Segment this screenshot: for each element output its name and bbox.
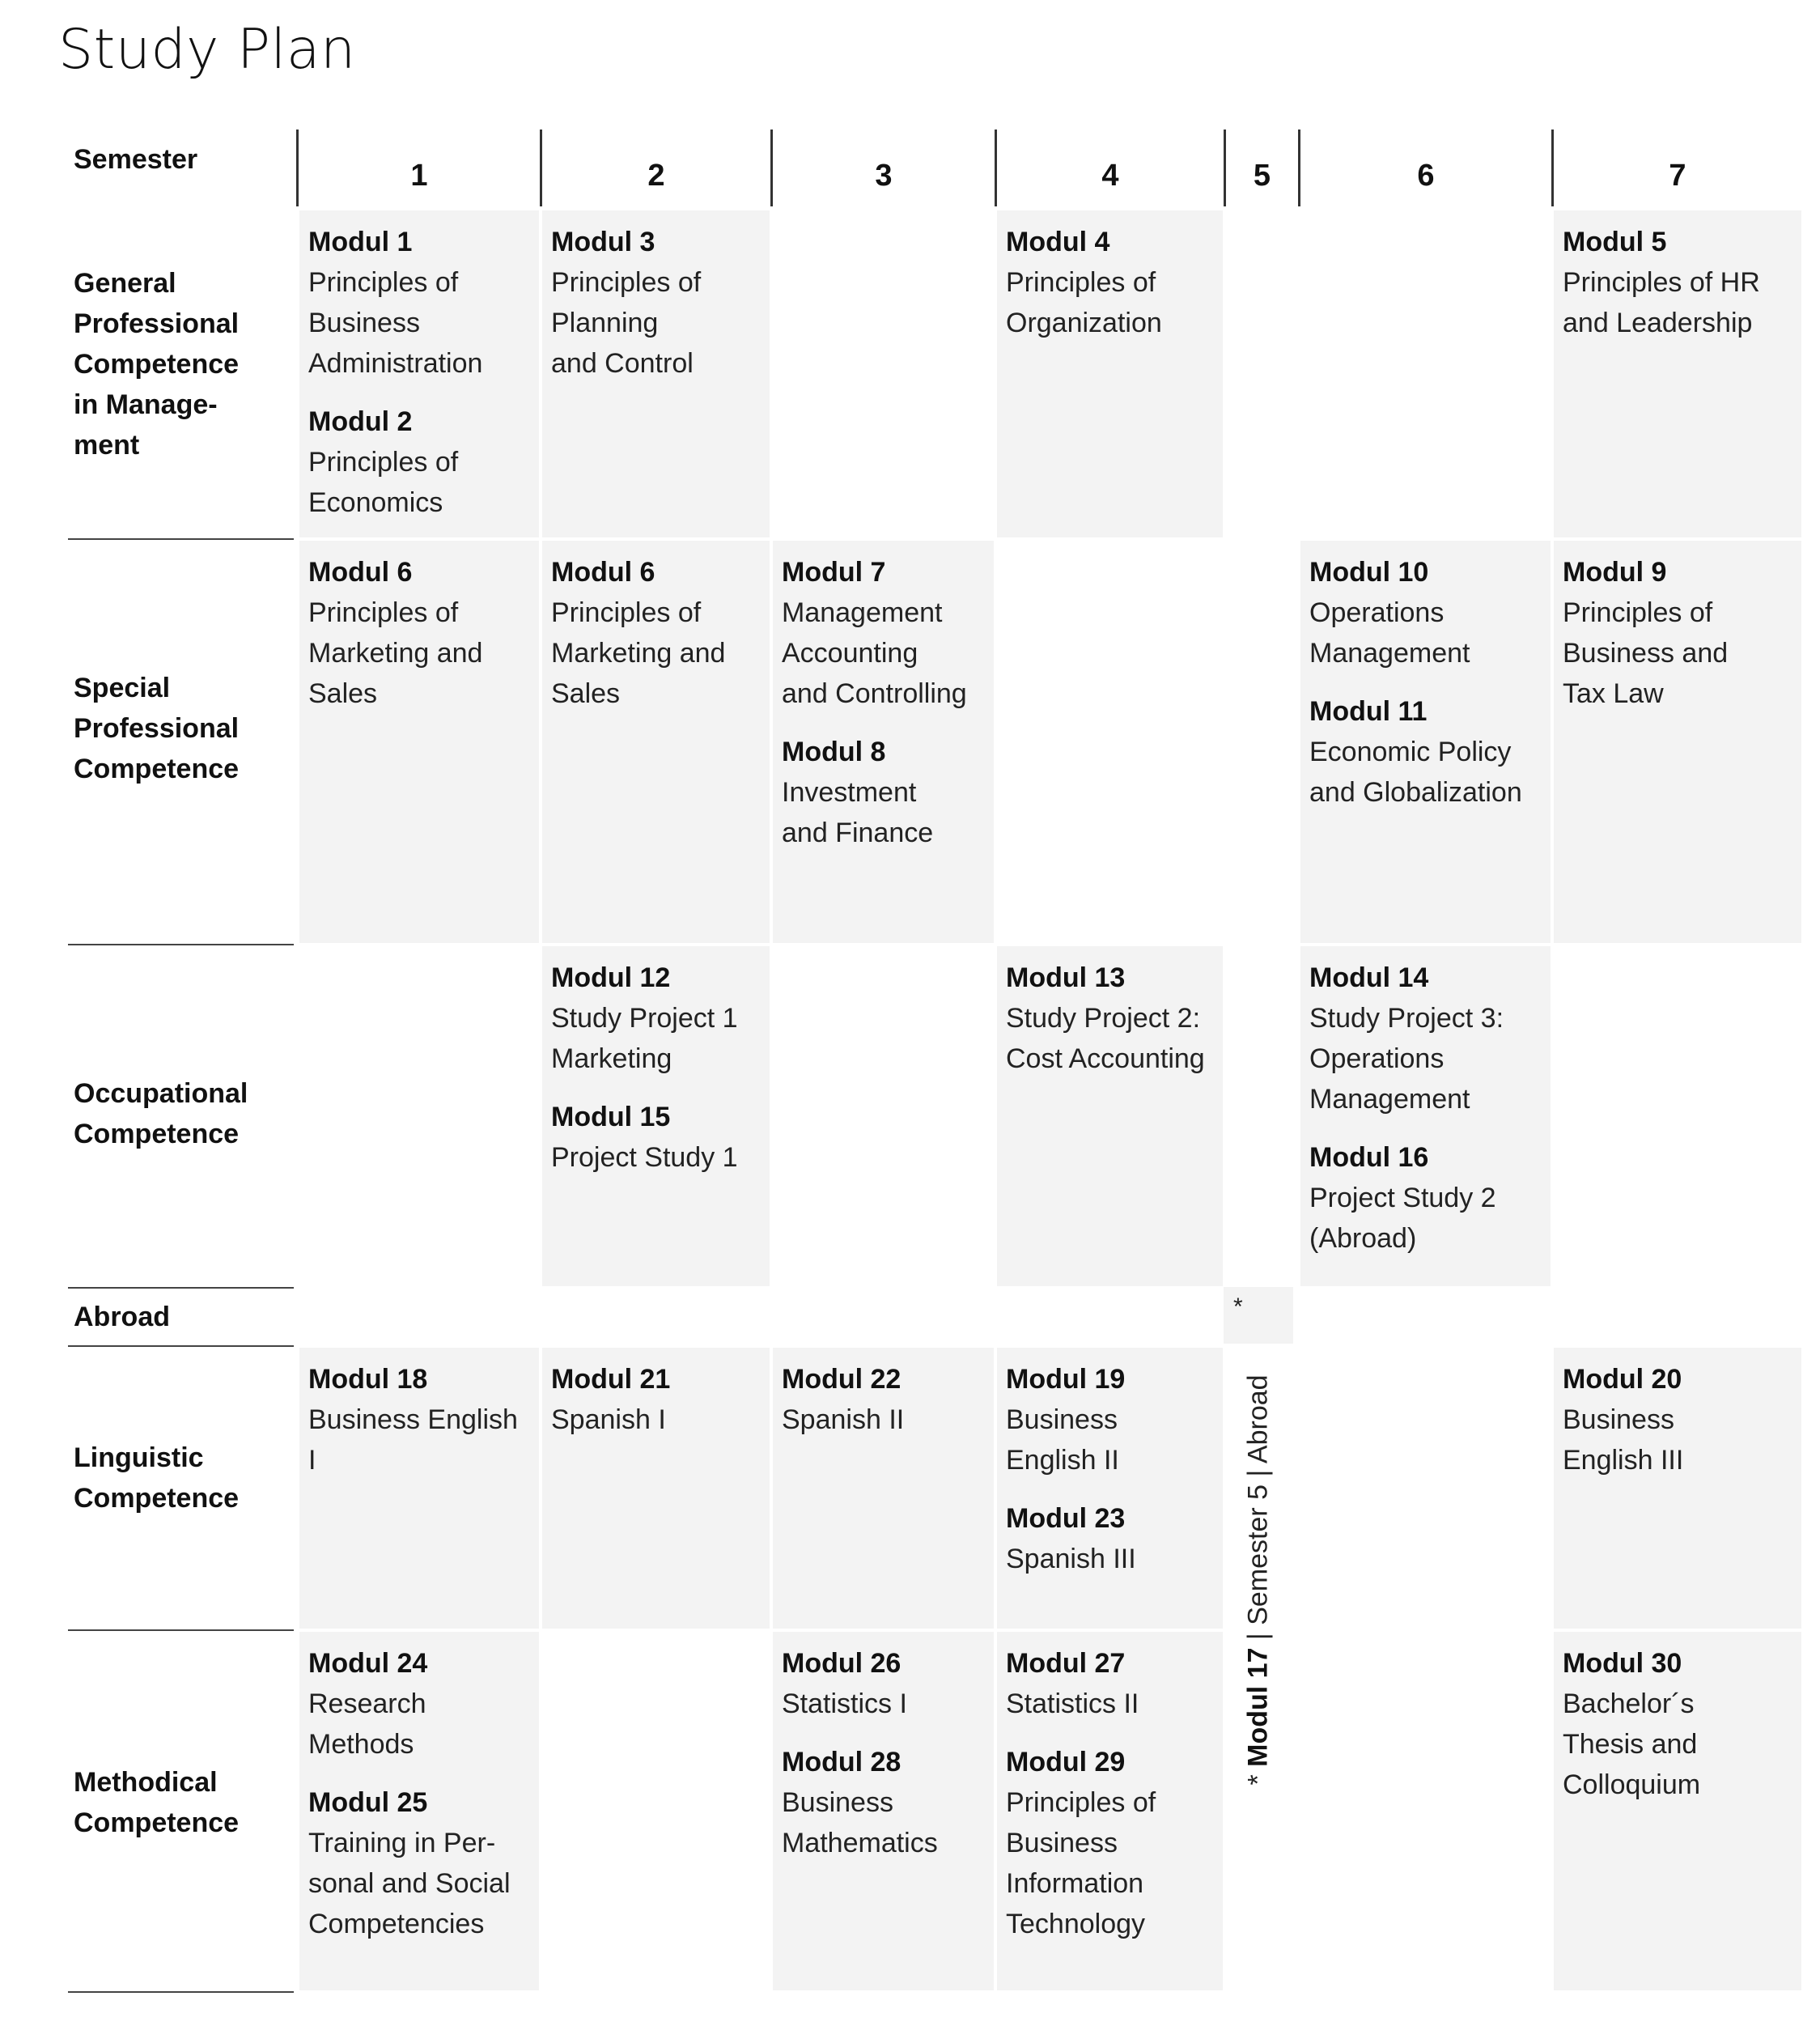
semester-header-label: Semester xyxy=(74,144,198,175)
module-entry xyxy=(551,222,766,384)
module-entry xyxy=(308,222,536,384)
module-title: Modul 8 xyxy=(782,737,886,767)
module-cell xyxy=(1554,1348,1801,1629)
module-description: Principles of HR and Leadership xyxy=(1563,267,1760,338)
row-divider xyxy=(68,1287,294,1289)
module-description: Statistics II xyxy=(1006,1688,1139,1719)
module-cell-content xyxy=(1563,552,1798,732)
module-title: Modul 14 xyxy=(1309,962,1429,993)
module-cell xyxy=(1300,541,1551,943)
semester-number-4: 4 xyxy=(1101,159,1119,193)
module-description: Principles of Marketing and Sales xyxy=(551,597,726,709)
module-title: Modul 9 xyxy=(1563,557,1667,588)
module-title: Modul 20 xyxy=(1563,1364,1682,1395)
module-cell xyxy=(299,1348,539,1629)
module-cell xyxy=(1554,1632,1801,1990)
module-cell xyxy=(299,1632,539,1990)
module-cell xyxy=(997,1632,1223,1990)
row-divider xyxy=(68,1629,294,1631)
module-cell xyxy=(773,1348,994,1629)
module-entry xyxy=(1006,1742,1220,1944)
module-title: Modul 7 xyxy=(782,557,886,588)
module-description: Business Mathematics xyxy=(782,1787,938,1858)
row-label-general-professional: General Professional Competence in Manage- ment xyxy=(74,268,240,461)
module-description: Investment and Finance xyxy=(782,777,934,848)
module-description: Principles of Marketing and Sales xyxy=(308,597,483,709)
module-cell xyxy=(1554,210,1801,537)
module-description: Project Study 1 xyxy=(551,1142,738,1173)
module-cell-content xyxy=(1563,222,1798,361)
abroad-suffix: | Semester 5 | Abroad xyxy=(1242,1374,1274,1648)
module-title: Modul 26 xyxy=(782,1648,902,1679)
module-cell-content xyxy=(782,552,991,871)
module-entry xyxy=(1006,1359,1220,1480)
page-title: Study Plan xyxy=(58,18,356,82)
module-description: Study Project 3: Operations Management xyxy=(1309,1003,1504,1115)
module-description: Operations Management xyxy=(1309,597,1470,669)
module-entry xyxy=(308,1643,536,1765)
module-description: Spanish II xyxy=(782,1404,905,1435)
module-description: Principles of Economics xyxy=(308,447,459,518)
module-title: Modul 2 xyxy=(308,406,413,437)
module-title: Modul 4 xyxy=(1006,227,1110,257)
module-entry xyxy=(782,732,991,853)
module-cell xyxy=(299,210,539,537)
row-label-methodical: Methodical Competence xyxy=(74,1767,240,1838)
row-divider xyxy=(68,1345,294,1347)
module-cell xyxy=(997,210,1223,537)
module-cell-content xyxy=(1006,1359,1220,1597)
module-title: Modul 29 xyxy=(1006,1747,1126,1778)
module-description: Spanish I xyxy=(551,1404,666,1435)
abroad-vertical-text xyxy=(1243,1374,1275,1785)
module-title: Modul 10 xyxy=(1309,557,1429,588)
row-label-linguistic: Linguistic Competence xyxy=(74,1442,240,1514)
module-description: Study Project 1 Marketing xyxy=(551,1003,738,1074)
module-entry xyxy=(1006,222,1220,343)
module-description: Training in Per- sonal and Social Competencies xyxy=(308,1828,511,1939)
module-cell-content xyxy=(308,1643,536,1962)
module-title: Modul 11 xyxy=(1309,696,1428,727)
module-description: Economic Policy and Globalization xyxy=(1309,737,1522,808)
module-title: Modul 21 xyxy=(551,1364,671,1395)
module-cell-content xyxy=(1563,1359,1798,1498)
module-description: Bachelor´s Thesis and Colloquium xyxy=(1563,1688,1701,1800)
module-cell-content xyxy=(782,1643,991,1881)
module-description: Research Methods xyxy=(308,1688,426,1760)
module-cell-content xyxy=(1309,552,1547,830)
module-cell-content xyxy=(551,958,766,1196)
module-entry xyxy=(1309,958,1547,1119)
abroad-vertical-note xyxy=(1224,1353,1293,1807)
module-title: Modul 18 xyxy=(308,1364,428,1395)
row-label-special-professional: Special Professional Competence xyxy=(74,673,240,784)
module-description: Principles of Planning and Control xyxy=(551,267,702,379)
module-cell-content xyxy=(1563,1643,1798,1823)
module-description: Spanish III xyxy=(1006,1544,1136,1574)
module-cell-content xyxy=(551,222,766,401)
row-divider xyxy=(68,1991,294,1993)
module-entry xyxy=(1006,958,1220,1079)
module-cell-content xyxy=(308,222,536,541)
module-description: Business English II xyxy=(1006,1404,1119,1476)
semester-number-7: 7 xyxy=(1669,159,1686,193)
module-entry xyxy=(308,401,536,523)
module-description: Project Study 2 (Abroad) xyxy=(1309,1183,1496,1254)
module-cell xyxy=(299,541,539,943)
module-entry xyxy=(1563,1359,1798,1480)
module-cell-content xyxy=(1006,958,1220,1097)
module-entry xyxy=(1006,1498,1220,1579)
module-title: Modul 28 xyxy=(782,1747,902,1778)
module-title: Modul 13 xyxy=(1006,962,1126,993)
module-title: Modul 24 xyxy=(308,1648,428,1679)
module-title: Modul 5 xyxy=(1563,227,1667,257)
module-entry xyxy=(1309,1137,1547,1259)
module-description: Business English III xyxy=(1563,1404,1684,1476)
module-entry xyxy=(782,552,991,714)
module-cell xyxy=(997,1348,1223,1629)
module-title: Modul 23 xyxy=(1006,1503,1126,1534)
module-title: Modul 12 xyxy=(551,962,671,993)
module-entry xyxy=(551,552,766,714)
module-entry xyxy=(551,1097,766,1178)
module-description: Principles of Organization xyxy=(1006,267,1162,338)
module-entry xyxy=(1309,691,1547,813)
module-title: Modul 19 xyxy=(1006,1364,1126,1395)
semester-number-6: 6 xyxy=(1417,159,1435,193)
row-divider xyxy=(68,538,294,540)
module-cell-content xyxy=(551,1359,766,1458)
module-cell-content xyxy=(308,552,536,732)
module-cell-content xyxy=(1006,1643,1220,1962)
module-entry xyxy=(308,1359,536,1480)
module-cell-content xyxy=(551,552,766,732)
module-cell xyxy=(1300,946,1551,1286)
semester-number-3: 3 xyxy=(875,159,893,193)
module-description: Principles of Business and Tax Law xyxy=(1563,597,1729,709)
module-title: Modul 6 xyxy=(308,557,413,588)
abroad-star: * xyxy=(1233,1293,1243,1320)
module-entry xyxy=(1563,222,1798,343)
module-cell xyxy=(542,541,770,943)
module-entry xyxy=(782,1643,991,1724)
module-description: Principles of Business Information Technology xyxy=(1006,1787,1156,1939)
module-entry xyxy=(1563,552,1798,714)
module-entry xyxy=(551,1359,766,1440)
module-description: Statistics I xyxy=(782,1688,907,1719)
module-entry xyxy=(308,1782,536,1944)
module-entry xyxy=(1309,552,1547,673)
module-cell xyxy=(542,210,770,537)
module-title: Modul 1 xyxy=(308,227,413,257)
semester-number-1: 1 xyxy=(410,159,428,193)
module-entry xyxy=(551,958,766,1079)
module-title: Modul 6 xyxy=(551,557,655,588)
abroad-prefix: * xyxy=(1242,1766,1274,1786)
module-title: Modul 3 xyxy=(551,227,655,257)
module-title: Modul 25 xyxy=(308,1787,428,1818)
module-title: Modul 27 xyxy=(1006,1648,1126,1679)
module-cell-content xyxy=(1309,958,1547,1276)
module-title: Modul 22 xyxy=(782,1364,902,1395)
module-description: Study Project 2: Cost Accounting xyxy=(1006,1003,1205,1074)
module-title: Modul 16 xyxy=(1309,1142,1429,1173)
abroad-marker-cell xyxy=(1224,1287,1293,1344)
module-cell xyxy=(1554,541,1801,943)
module-description: Management Accounting and Controlling xyxy=(782,597,967,709)
semester-number-2: 2 xyxy=(647,159,665,193)
module-description: Principles of Business Administration xyxy=(308,267,483,379)
row-divider xyxy=(68,944,294,945)
abroad-module: Modul 17 xyxy=(1242,1647,1274,1767)
semester-number-5: 5 xyxy=(1253,159,1271,193)
row-label-occupational: Occupational Competence xyxy=(74,1078,248,1149)
module-cell xyxy=(542,946,770,1286)
module-title: Modul 15 xyxy=(551,1102,671,1132)
module-entry xyxy=(1563,1643,1798,1805)
module-entry xyxy=(308,552,536,714)
module-cell xyxy=(773,541,994,943)
module-cell-content xyxy=(1006,222,1220,361)
module-entry xyxy=(782,1359,991,1440)
module-cell-content xyxy=(782,1359,991,1458)
module-description: Business English I xyxy=(308,1404,518,1476)
module-cell xyxy=(997,946,1223,1286)
row-label-abroad: Abroad xyxy=(74,1302,170,1332)
module-title: Modul 30 xyxy=(1563,1648,1682,1679)
module-cell-content xyxy=(308,1359,536,1498)
module-cell xyxy=(542,1348,770,1629)
module-entry xyxy=(1006,1643,1220,1724)
module-cell xyxy=(773,1632,994,1990)
module-entry xyxy=(782,1742,991,1863)
